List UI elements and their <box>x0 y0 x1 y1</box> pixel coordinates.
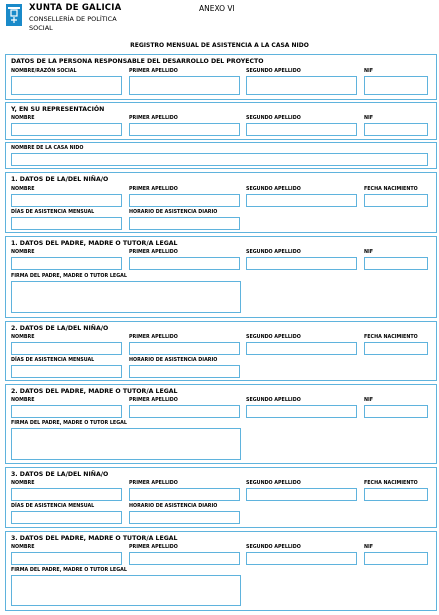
signature-box[interactable] <box>11 575 241 606</box>
name-input[interactable] <box>11 552 122 565</box>
section-parent-1 <box>5 236 437 318</box>
nif-input[interactable] <box>364 123 428 136</box>
nif-label: NIF <box>364 69 374 74</box>
section-child-1 <box>5 172 437 233</box>
nif-input[interactable] <box>364 405 428 418</box>
casa-nido-name-input[interactable] <box>11 153 428 166</box>
signature-box[interactable] <box>11 281 241 313</box>
attendance-days-input[interactable] <box>11 217 122 230</box>
attendance-schedule-input[interactable] <box>129 511 240 524</box>
nif-input[interactable] <box>364 76 428 95</box>
name-input[interactable] <box>11 76 122 95</box>
first-surname-label: PRIMER APELLIDO <box>129 481 178 486</box>
first-surname-label: PRIMER APELLIDO <box>129 250 178 255</box>
name-label: NOMBRE/RAZÓN SOCIAL <box>11 69 77 74</box>
attendance-days-label: DÍAS DE ASISTENCIA MENSUAL <box>11 210 95 215</box>
section-child-2 <box>5 321 437 381</box>
section-representative <box>5 102 437 140</box>
nif-label: NIF <box>364 116 374 121</box>
logo-department-line1: CONSELLERÍA DE POLÍTICA <box>29 15 117 23</box>
second-surname-input[interactable] <box>246 76 357 95</box>
name-input[interactable] <box>11 342 122 355</box>
section-title: 1. DATOS DEL PADRE, MADRE O TUTOR/A LEGAL <box>11 240 178 247</box>
second-surname-input[interactable] <box>246 194 357 207</box>
second-surname-label: SEGUNDO APELLIDO <box>246 335 301 340</box>
nif-label: NIF <box>364 545 374 550</box>
nif-label: NIF <box>364 250 374 255</box>
section-title: Y, EN SU REPRESENTACIÓN <box>11 106 105 113</box>
second-surname-label: SEGUNDO APELLIDO <box>246 481 301 486</box>
first-surname-input[interactable] <box>129 342 240 355</box>
name-label: NOMBRE <box>11 398 35 403</box>
attendance-days-label: DÍAS DE ASISTENCIA MENSUAL <box>11 358 95 363</box>
birth-date-label: FECHA NACIMIENTO <box>364 335 418 340</box>
nif-input[interactable] <box>364 257 428 270</box>
first-surname-input[interactable] <box>129 552 240 565</box>
document-header <box>0 0 439 40</box>
name-input[interactable] <box>11 488 122 501</box>
birth-date-label: FECHA NACIMIENTO <box>364 187 418 192</box>
section-child-3 <box>5 467 437 528</box>
name-label: NOMBRE <box>11 250 35 255</box>
second-surname-label: SEGUNDO APELLIDO <box>246 250 301 255</box>
first-surname-input[interactable] <box>129 405 240 418</box>
name-input[interactable] <box>11 405 122 418</box>
birth-date-label: FECHA NACIMIENTO <box>364 481 418 486</box>
signature-label: FIRMA DEL PADRE, MADRE O TUTOR LEGAL <box>11 421 127 426</box>
first-surname-input[interactable] <box>129 76 240 95</box>
casa-nido-name-label: NOMBRE DE LA CASA NIDO <box>11 146 84 151</box>
attendance-days-label: DÍAS DE ASISTENCIA MENSUAL <box>11 504 95 509</box>
first-surname-label: PRIMER APELLIDO <box>129 398 178 403</box>
attendance-days-input[interactable] <box>11 365 122 378</box>
second-surname-input[interactable] <box>246 342 357 355</box>
second-surname-input[interactable] <box>246 123 357 136</box>
second-surname-label: SEGUNDO APELLIDO <box>246 187 301 192</box>
logo-department-line2: SOCIAL <box>29 24 53 32</box>
nif-label: NIF <box>364 398 374 403</box>
second-surname-label: SEGUNDO APELLIDO <box>246 116 301 121</box>
section-casa-nido <box>5 142 437 169</box>
first-surname-label: PRIMER APELLIDO <box>129 187 178 192</box>
name-input[interactable] <box>11 194 122 207</box>
first-surname-label: PRIMER APELLIDO <box>129 335 178 340</box>
second-surname-input[interactable] <box>246 488 357 501</box>
xunta-logo-icon <box>6 4 22 26</box>
name-label: NOMBRE <box>11 545 35 550</box>
first-surname-input[interactable] <box>129 194 240 207</box>
section-title: 2. DATOS DE LA/DEL NIÑA/O <box>11 325 109 332</box>
name-label: NOMBRE <box>11 335 35 340</box>
logo-name: XUNTA DE GALICIA <box>29 3 122 13</box>
first-surname-label: PRIMER APELLIDO <box>129 69 178 74</box>
annex-label: ANEXO VI <box>199 4 235 13</box>
attendance-schedule-label: HORARIO DE ASISTENCIA DIARIO <box>129 504 218 509</box>
second-surname-input[interactable] <box>246 405 357 418</box>
second-surname-label: SEGUNDO APELLIDO <box>246 545 301 550</box>
attendance-days-input[interactable] <box>11 511 122 524</box>
section-title: 3. DATOS DE LA/DEL NIÑA/O <box>11 471 109 478</box>
nif-input[interactable] <box>364 552 428 565</box>
birth-date-input[interactable] <box>364 342 428 355</box>
signature-label: FIRMA DEL PADRE, MADRE O TUTOR LEGAL <box>11 568 127 573</box>
first-surname-input[interactable] <box>129 488 240 501</box>
name-label: NOMBRE <box>11 481 35 486</box>
birth-date-input[interactable] <box>364 194 428 207</box>
second-surname-label: SEGUNDO APELLIDO <box>246 398 301 403</box>
attendance-schedule-input[interactable] <box>129 365 240 378</box>
first-surname-label: PRIMER APELLIDO <box>129 545 178 550</box>
first-surname-label: PRIMER APELLIDO <box>129 116 178 121</box>
name-label: NOMBRE <box>11 116 35 121</box>
name-label: NOMBRE <box>11 187 35 192</box>
first-surname-input[interactable] <box>129 123 240 136</box>
section-responsible-person <box>5 54 437 100</box>
attendance-schedule-label: HORARIO DE ASISTENCIA DIARIO <box>129 210 218 215</box>
section-title: 2. DATOS DEL PADRE, MADRE O TUTOR/A LEGAL <box>11 388 178 395</box>
birth-date-input[interactable] <box>364 488 428 501</box>
section-title: 3. DATOS DEL PADRE, MADRE O TUTOR/A LEGAL <box>11 535 178 542</box>
name-input[interactable] <box>11 257 122 270</box>
attendance-schedule-input[interactable] <box>129 217 240 230</box>
second-surname-input[interactable] <box>246 257 357 270</box>
second-surname-input[interactable] <box>246 552 357 565</box>
second-surname-label: SEGUNDO APELLIDO <box>246 69 301 74</box>
document-title: REGISTRO MENSUAL DE ASISTENCIA A LA CASA NIDO <box>130 42 309 49</box>
section-parent-3 <box>5 531 437 611</box>
first-surname-input[interactable] <box>129 257 240 270</box>
section-title: DATOS DE LA PERSONA RESPONSABLE DEL DESARROLLO DEL PROYECTO <box>11 58 264 65</box>
signature-box[interactable] <box>11 428 241 460</box>
attendance-schedule-label: HORARIO DE ASISTENCIA DIARIO <box>129 358 218 363</box>
signature-label: FIRMA DEL PADRE, MADRE O TUTOR LEGAL <box>11 274 127 279</box>
section-title: 1. DATOS DE LA/DEL NIÑA/O <box>11 176 109 183</box>
section-parent-2 <box>5 384 437 464</box>
name-input[interactable] <box>11 123 122 136</box>
